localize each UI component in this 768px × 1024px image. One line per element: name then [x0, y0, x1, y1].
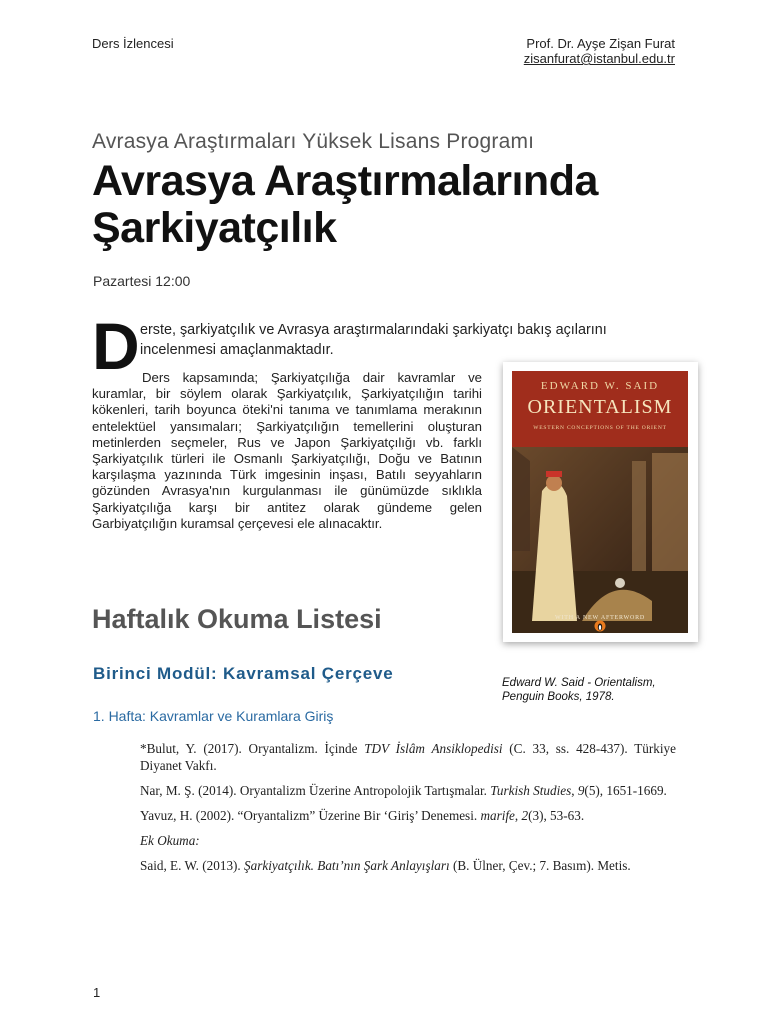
program-subtitle: Avrasya Araştırmaları Yüksek Lisans Programı [92, 130, 535, 153]
title-line-1: Avrasya Araştırmalarında [92, 157, 598, 205]
book-cover-figure [503, 362, 698, 642]
caption-line-2: Penguin Books, 1978. [502, 691, 615, 703]
caption-line-1: Edward W. Said - Orientalism, [502, 677, 656, 689]
page-number: 1 [93, 985, 101, 1000]
intro-line-2: incelenmesi amaçlanmaktadır. [140, 342, 334, 358]
cover-badge: WITH A NEW AFTERWORD [554, 615, 646, 621]
author-block [524, 36, 675, 66]
cover-subtitle: WESTERN CONCEPTIONS OF THE ORIENT [533, 425, 667, 431]
author-name: Prof. Dr. Ayşe Zişan Furat [526, 36, 675, 51]
reading-list-heading: Haftalık Okuma Listesi [92, 604, 382, 634]
extra-reading-label: Ek Okuma: [140, 833, 200, 848]
course-description [92, 370, 482, 532]
author-email-link[interactable]: zisanfurat@istanbul.edu.tr [523, 51, 675, 66]
cover-author: EDWARD W. SAID [540, 380, 660, 392]
schedule-time: Pazartesi 12:00 [93, 273, 191, 289]
description-text: Ders kapsamında; Şarkiyatçılığa dair kavramlar ve kuramlar, bir söylem olarak Şarkiyatçılık, Şarkiyatçılığın tarihi kökenleri, tarih boyunca öteki'ni tanıma ve tanımlama merakının entelektüel yansımaları; Şarkiyatçılığın temellerini oluşturan metinlerden seçmeler, Rus ve Japon Şarkiyatçılığı vb. farklı Şarkiyatçılık türleri ile Osmanlı Şarkiyatçılığı, Doğu ve Batının karşılaşma yazınında Türk imgesinin inşası, Batılı seyyahların gözünden Avrasya'nın kurgulanması ile günümüzde sıklıkla Şarkiyatçılığa karşı bir antitez olarak gündeme gelen Garbiyatçılığın kuramsal çerçevesi ele alınacaktır. [92, 370, 482, 531]
reference-item: *Bulut, Y. (2017). Oryantalizm. İçinde TDV İslâm Ansiklopedisi (C. 33, ss. 428-437). Türkiye Diyanet Vakfı. [140, 741, 676, 773]
extra-reference-item: Said, E. W. (2013). Şarkiyatçılık. Batı’nın Şark Anlayışları (B. Ülner, Çev.; 7. Basım). Metis. [140, 858, 631, 873]
reference-item: Nar, M. Ş. (2014). Oryantalizm Üzerine Antropolojik Tartışmalar. Turkish Studies, 9(5), 1651-1669. [140, 783, 667, 798]
title-line-2: Şarkiyatçılık [92, 204, 337, 252]
cover-title: ORIENTALISM [527, 396, 673, 418]
intro-paragraph [140, 320, 676, 360]
week-heading: 1. Hafta: Kavramlar ve Kuramlara Giriş [93, 708, 334, 724]
book-caption [502, 676, 656, 704]
drop-cap: D [92, 309, 140, 383]
reference-list [140, 740, 676, 882]
document-type: Ders İzlencesi [92, 36, 174, 51]
reference-item: Yavuz, H. (2002). “Oryantalizm” Üzerine Bir ‘Giriş’ Denemesi. marife, 2(3), 53-63. [140, 808, 585, 823]
page-title [92, 158, 598, 252]
module-heading: Birinci Modül: Kavramsal Çerçeve [93, 664, 394, 683]
penguin-logo-icon [594, 620, 606, 632]
book-cover-image [512, 371, 688, 633]
intro-line-1: erste, şarkiyatçılık ve Avrasya araştırmalarındaki şarkiyatçı bakış açılarını [140, 322, 607, 338]
